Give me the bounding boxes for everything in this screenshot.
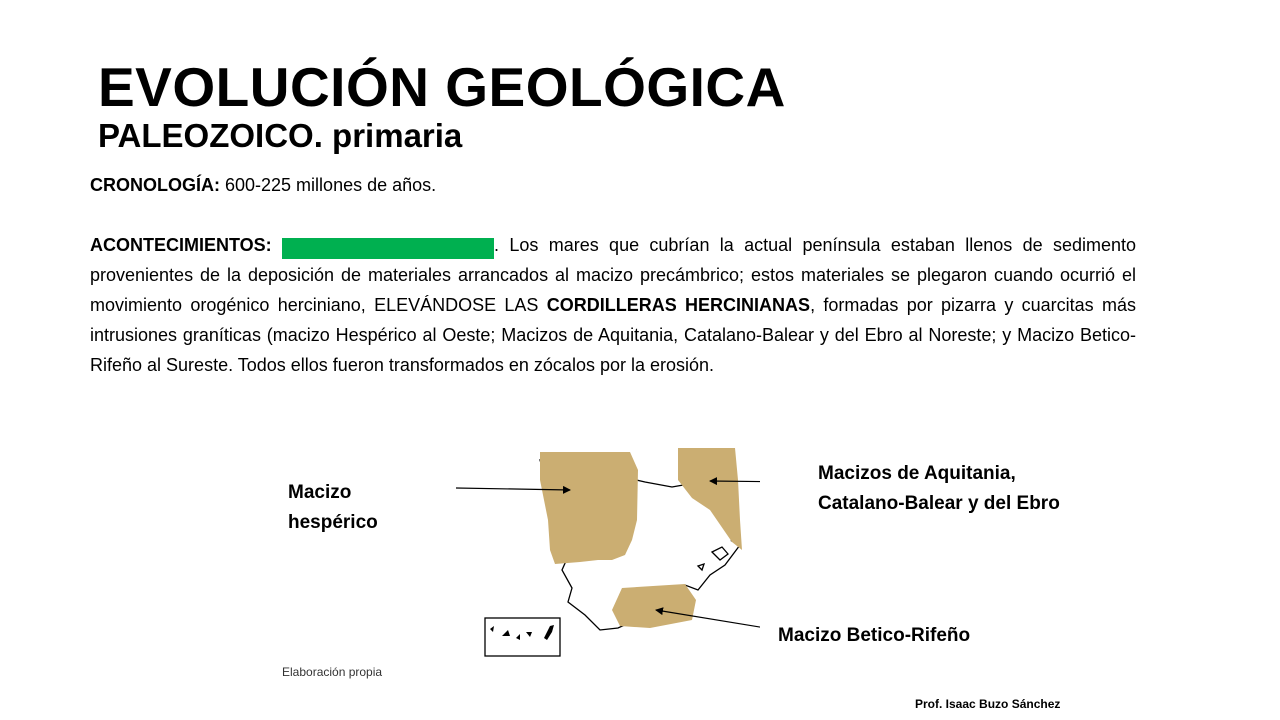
events-text-part-2: , formadas por pizarra y cuarcitas más intrusiones graníticas (macizo Hespérico al Oeste; Macizos de Aquitania, Catalano-Balear y del Ebro al Noreste; y Macizo Betico-Rifeño al Sureste. Todos ellos fueron transformados en zócalos por la erosión.: [90, 295, 1136, 375]
label-macizos-aquitania: Macizos de Aquitania, Catalano-Balear y del Ebro: [818, 463, 1060, 514]
events-label: ACONTECIMIENTOS:: [90, 235, 272, 255]
massif-hesperico: [540, 452, 638, 564]
author-credit: Prof. Isaac Buzo Sánchez: [915, 697, 1061, 711]
slide-subtitle: PALEOZOICO. primaria: [98, 117, 463, 154]
label-macizo-betico: Macizo Betico-Rifeño: [778, 625, 971, 646]
chronology-text: 600-225 millones de años.: [220, 175, 437, 195]
events-text-part-1: . Los mares que cubrían la actual península estaban llenos de sedimento provenientes de la deposición de materiales arrancados al macizo precámbrico; estos materiales se plegaron cuando ocurrió el movimiento orogénico herciniano, ELEVÁNDOSE LAS: [90, 235, 1136, 315]
image-credit: Elaboración propia: [282, 665, 383, 679]
hidden-answer-highlight[interactable]: OROGENIA HERCINIANA: [282, 238, 495, 258]
body-text: [90, 170, 1136, 380]
events-paragraph: [90, 230, 1136, 380]
label-macizo-hesperico: Macizo hespérico: [288, 482, 378, 533]
slide-title: EVOLUCIÓN GEOLÓGICA: [98, 56, 786, 118]
iberian-peninsula-map: [440, 440, 760, 670]
chronology-paragraph: [90, 170, 1136, 200]
chronology-label: CRONOLOGÍA:: [90, 175, 220, 195]
massif-betico-rifeno: [612, 584, 696, 628]
events-bold-text: CORDILLERAS HERCINIANAS: [546, 295, 811, 315]
